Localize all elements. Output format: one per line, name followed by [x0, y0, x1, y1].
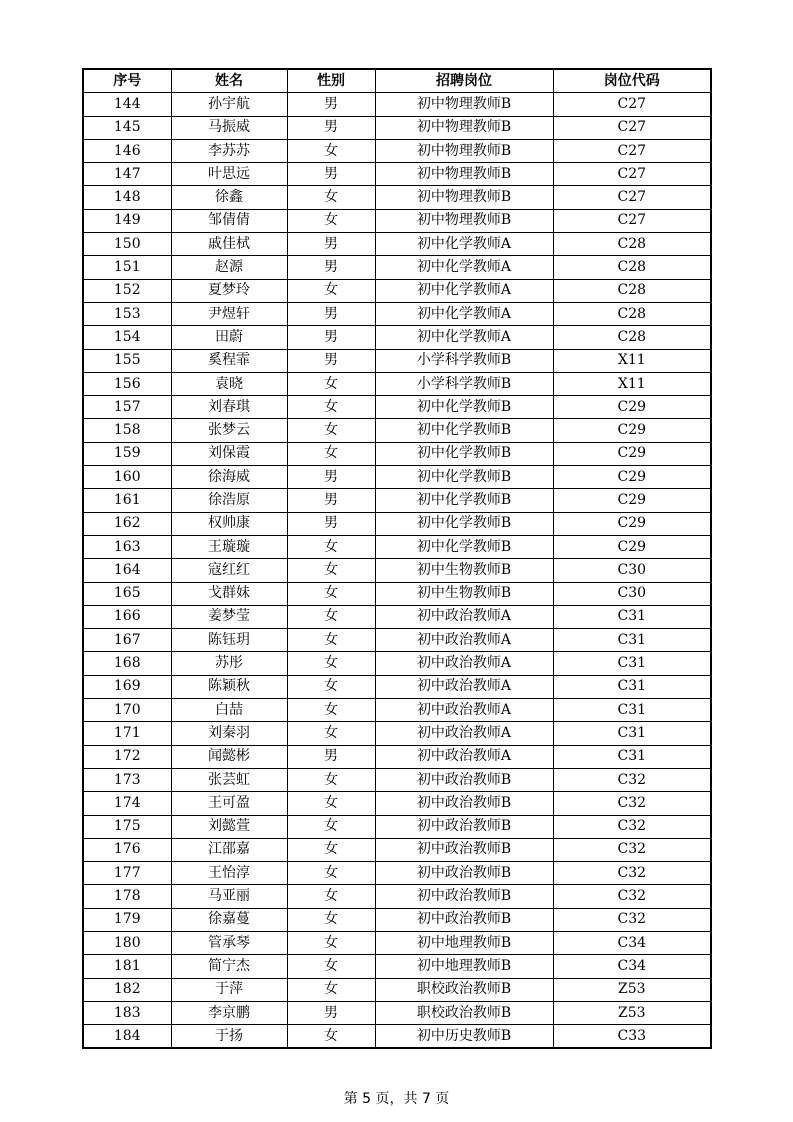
cell-index: 173	[83, 768, 171, 791]
cell-gender: 男	[287, 93, 375, 116]
cell-index: 176	[83, 838, 171, 861]
cell-index: 158	[83, 419, 171, 442]
header-index: 序号	[83, 69, 171, 93]
cell-gender: 男	[287, 326, 375, 349]
cell-gender: 女	[287, 186, 375, 209]
table-row	[83, 163, 711, 186]
table-row	[83, 349, 711, 372]
table-row	[83, 93, 711, 116]
table-row	[83, 535, 711, 558]
cell-position: 小学科学教师B	[375, 372, 553, 395]
header-position: 招聘岗位	[375, 69, 553, 93]
table-row	[83, 955, 711, 978]
cell-position: 初中政治教师B	[375, 908, 553, 931]
table-row	[83, 302, 711, 325]
cell-name: 袁晓	[171, 372, 287, 395]
page-footer: 第 5 页，共 7 页	[343, 1091, 450, 1107]
cell-index: 148	[83, 186, 171, 209]
cell-name: 刘春琪	[171, 396, 287, 419]
table-row	[83, 931, 711, 954]
cell-name: 邹倩倩	[171, 209, 287, 232]
cell-name: 刘懿萱	[171, 815, 287, 838]
cell-position: 初中地理教师B	[375, 931, 553, 954]
cell-position-code: C32	[553, 862, 711, 885]
cell-gender: 男	[287, 489, 375, 512]
table-row	[83, 1025, 711, 1049]
cell-position-code: Z53	[553, 978, 711, 1001]
cell-position-code: X11	[553, 349, 711, 372]
table-row	[83, 489, 711, 512]
table-row	[83, 186, 711, 209]
table-row	[83, 629, 711, 652]
cell-index: 159	[83, 442, 171, 465]
cell-name: 王璇璇	[171, 535, 287, 558]
cell-position: 初中化学教师B	[375, 396, 553, 419]
table-row	[83, 862, 711, 885]
cell-position-code: C32	[553, 838, 711, 861]
cell-name: 白喆	[171, 699, 287, 722]
cell-position-code: C31	[553, 722, 711, 745]
table-row	[83, 792, 711, 815]
cell-name: 徐鑫	[171, 186, 287, 209]
cell-gender: 女	[287, 372, 375, 395]
cell-position: 职校政治教师B	[375, 978, 553, 1001]
cell-gender: 男	[287, 116, 375, 139]
cell-position: 初中生物教师B	[375, 582, 553, 605]
cell-position: 初中地理教师B	[375, 955, 553, 978]
cell-gender: 男	[287, 302, 375, 325]
cell-position-code: C30	[553, 559, 711, 582]
table-row	[83, 466, 711, 489]
cell-position-code: C29	[553, 466, 711, 489]
cell-index: 178	[83, 885, 171, 908]
cell-position: 初中政治教师B	[375, 792, 553, 815]
cell-index: 171	[83, 722, 171, 745]
cell-name: 苏彤	[171, 652, 287, 675]
cell-position: 初中化学教师B	[375, 535, 553, 558]
cell-position: 初中物理教师B	[375, 116, 553, 139]
cell-position-code: C31	[553, 675, 711, 698]
cell-position-code: C34	[553, 931, 711, 954]
table-row	[83, 396, 711, 419]
cell-name: 王可盈	[171, 792, 287, 815]
cell-position: 初中物理教师B	[375, 186, 553, 209]
cell-name: 刘秦羽	[171, 722, 287, 745]
cell-position-code: C29	[553, 419, 711, 442]
cell-index: 151	[83, 256, 171, 279]
cell-name: 马亚丽	[171, 885, 287, 908]
cell-gender: 女	[287, 768, 375, 791]
table-row	[83, 699, 711, 722]
cell-index: 154	[83, 326, 171, 349]
table-row	[83, 675, 711, 698]
table-body	[83, 93, 711, 1049]
cell-gender: 女	[287, 699, 375, 722]
table-row	[83, 256, 711, 279]
cell-position-code: C29	[553, 489, 711, 512]
cell-position-code: C34	[553, 955, 711, 978]
cell-position: 初中政治教师B	[375, 885, 553, 908]
cell-gender: 女	[287, 955, 375, 978]
table-row	[83, 815, 711, 838]
cell-name: 陈钰玥	[171, 629, 287, 652]
cell-position: 初中物理教师B	[375, 139, 553, 162]
cell-index: 145	[83, 116, 171, 139]
cell-name: 田蔚	[171, 326, 287, 349]
header-position-code: 岗位代码	[553, 69, 711, 93]
table-row	[83, 372, 711, 395]
cell-gender: 男	[287, 512, 375, 535]
cell-gender: 女	[287, 885, 375, 908]
cell-name: 寇红红	[171, 559, 287, 582]
cell-position: 初中政治教师B	[375, 838, 553, 861]
cell-position: 初中历史教师B	[375, 1025, 553, 1049]
table-row	[83, 512, 711, 535]
cell-gender: 男	[287, 163, 375, 186]
cell-position-code: C29	[553, 535, 711, 558]
cell-index: 170	[83, 699, 171, 722]
table-row	[83, 582, 711, 605]
cell-position: 初中政治教师A	[375, 652, 553, 675]
cell-gender: 女	[287, 1025, 375, 1049]
table-row	[83, 209, 711, 232]
cell-index: 182	[83, 978, 171, 1001]
cell-name: 江邵嘉	[171, 838, 287, 861]
cell-gender: 男	[287, 745, 375, 768]
cell-name: 管承琴	[171, 931, 287, 954]
header-gender: 性别	[287, 69, 375, 93]
cell-name: 简宁杰	[171, 955, 287, 978]
cell-gender: 女	[287, 605, 375, 628]
cell-gender: 女	[287, 559, 375, 582]
cell-position: 初中化学教师A	[375, 233, 553, 256]
cell-name: 陈颖秋	[171, 675, 287, 698]
cell-position: 初中政治教师A	[375, 629, 553, 652]
cell-name: 徐海威	[171, 466, 287, 489]
cell-position: 初中物理教师B	[375, 93, 553, 116]
table-row	[83, 419, 711, 442]
cell-index: 180	[83, 931, 171, 954]
cell-index: 155	[83, 349, 171, 372]
cell-name: 马振威	[171, 116, 287, 139]
cell-gender: 女	[287, 908, 375, 931]
cell-name: 孙宇航	[171, 93, 287, 116]
cell-position: 初中政治教师B	[375, 815, 553, 838]
table-row	[83, 605, 711, 628]
cell-gender: 男	[287, 466, 375, 489]
cell-name: 夏梦玲	[171, 279, 287, 302]
cell-position: 初中化学教师B	[375, 419, 553, 442]
cell-position-code: C31	[553, 745, 711, 768]
cell-name: 张芸虹	[171, 768, 287, 791]
cell-position: 初中物理教师B	[375, 163, 553, 186]
cell-index: 174	[83, 792, 171, 815]
cell-name: 戚佳栻	[171, 233, 287, 256]
cell-index: 179	[83, 908, 171, 931]
cell-gender: 女	[287, 675, 375, 698]
cell-name: 尹煜轩	[171, 302, 287, 325]
cell-gender: 女	[287, 209, 375, 232]
cell-gender: 女	[287, 722, 375, 745]
cell-index: 184	[83, 1025, 171, 1049]
cell-position: 初中化学教师B	[375, 489, 553, 512]
cell-index: 177	[83, 862, 171, 885]
cell-position-code: Z53	[553, 1001, 711, 1024]
cell-position: 初中政治教师A	[375, 745, 553, 768]
table-row	[83, 652, 711, 675]
table-row	[83, 885, 711, 908]
cell-position-code: C27	[553, 139, 711, 162]
cell-index: 157	[83, 396, 171, 419]
table-row	[83, 116, 711, 139]
cell-position: 初中政治教师B	[375, 862, 553, 885]
cell-gender: 男	[287, 233, 375, 256]
cell-name: 徐浩原	[171, 489, 287, 512]
cell-index: 169	[83, 675, 171, 698]
cell-index: 161	[83, 489, 171, 512]
table-row	[83, 233, 711, 256]
table-row	[83, 838, 711, 861]
cell-index: 149	[83, 209, 171, 232]
table-header-row	[83, 69, 711, 93]
cell-position-code: C31	[553, 699, 711, 722]
cell-index: 152	[83, 279, 171, 302]
table-row	[83, 978, 711, 1001]
cell-gender: 男	[287, 256, 375, 279]
cell-index: 167	[83, 629, 171, 652]
cell-gender: 女	[287, 652, 375, 675]
cell-position: 初中化学教师A	[375, 279, 553, 302]
cell-gender: 男	[287, 1001, 375, 1024]
cell-position: 初中化学教师B	[375, 442, 553, 465]
cell-position-code: C29	[553, 442, 711, 465]
cell-position: 初中化学教师B	[375, 512, 553, 535]
cell-position-code: C31	[553, 629, 711, 652]
cell-index: 175	[83, 815, 171, 838]
cell-gender: 女	[287, 396, 375, 419]
cell-name: 王怡淳	[171, 862, 287, 885]
cell-position-code: C32	[553, 908, 711, 931]
cell-gender: 女	[287, 815, 375, 838]
cell-position: 初中化学教师A	[375, 302, 553, 325]
cell-position-code: C28	[553, 326, 711, 349]
cell-index: 147	[83, 163, 171, 186]
cell-index: 150	[83, 233, 171, 256]
cell-gender: 女	[287, 279, 375, 302]
cell-index: 160	[83, 466, 171, 489]
cell-index: 168	[83, 652, 171, 675]
cell-position: 初中化学教师B	[375, 466, 553, 489]
cell-gender: 女	[287, 978, 375, 1001]
cell-index: 156	[83, 372, 171, 395]
cell-index: 162	[83, 512, 171, 535]
cell-gender: 女	[287, 582, 375, 605]
cell-position-code: C28	[553, 233, 711, 256]
header-name: 姓名	[171, 69, 287, 93]
cell-index: 146	[83, 139, 171, 162]
cell-position-code: C31	[553, 605, 711, 628]
cell-gender: 女	[287, 629, 375, 652]
cell-name: 戈群妹	[171, 582, 287, 605]
cell-index: 183	[83, 1001, 171, 1024]
cell-position: 初中化学教师A	[375, 256, 553, 279]
table-row	[83, 908, 711, 931]
cell-position-code: C32	[553, 815, 711, 838]
cell-name: 李苏苏	[171, 139, 287, 162]
table-row	[83, 745, 711, 768]
table-row	[83, 139, 711, 162]
cell-gender: 女	[287, 792, 375, 815]
cell-index: 172	[83, 745, 171, 768]
cell-position: 小学科学教师B	[375, 349, 553, 372]
cell-position-code: C28	[553, 256, 711, 279]
cell-gender: 女	[287, 419, 375, 442]
cell-position-code: X11	[553, 372, 711, 395]
cell-index: 153	[83, 302, 171, 325]
cell-gender: 女	[287, 862, 375, 885]
cell-position: 初中化学教师A	[375, 326, 553, 349]
cell-position-code: C27	[553, 116, 711, 139]
cell-position: 初中政治教师A	[375, 605, 553, 628]
table-row	[83, 768, 711, 791]
roster-table	[82, 68, 712, 1049]
cell-name: 刘保霞	[171, 442, 287, 465]
cell-position: 初中政治教师A	[375, 722, 553, 745]
cell-position-code: C32	[553, 768, 711, 791]
cell-position-code: C27	[553, 163, 711, 186]
cell-gender: 女	[287, 931, 375, 954]
cell-position: 初中生物教师B	[375, 559, 553, 582]
cell-index: 181	[83, 955, 171, 978]
cell-position-code: C27	[553, 186, 711, 209]
table-row	[83, 326, 711, 349]
cell-position: 初中政治教师B	[375, 768, 553, 791]
cell-name: 叶思远	[171, 163, 287, 186]
cell-position: 初中物理教师B	[375, 209, 553, 232]
cell-name: 闻懿彬	[171, 745, 287, 768]
cell-gender: 女	[287, 535, 375, 558]
cell-name: 权帅康	[171, 512, 287, 535]
cell-position: 初中政治教师A	[375, 699, 553, 722]
table-row	[83, 279, 711, 302]
table-row	[83, 559, 711, 582]
cell-index: 163	[83, 535, 171, 558]
table-row	[83, 1001, 711, 1024]
cell-index: 165	[83, 582, 171, 605]
cell-position-code: C32	[553, 885, 711, 908]
cell-name: 于扬	[171, 1025, 287, 1049]
cell-position-code: C27	[553, 93, 711, 116]
cell-name: 李京鹏	[171, 1001, 287, 1024]
cell-name: 于萍	[171, 978, 287, 1001]
cell-position-code: C28	[553, 279, 711, 302]
cell-position: 初中政治教师A	[375, 675, 553, 698]
cell-index: 144	[83, 93, 171, 116]
cell-name: 姜梦莹	[171, 605, 287, 628]
cell-position-code: C28	[553, 302, 711, 325]
cell-index: 164	[83, 559, 171, 582]
cell-name: 奚程霏	[171, 349, 287, 372]
cell-position-code: C30	[553, 582, 711, 605]
cell-gender: 男	[287, 349, 375, 372]
cell-position-code: C27	[553, 209, 711, 232]
cell-gender: 女	[287, 442, 375, 465]
cell-position-code: C33	[553, 1025, 711, 1049]
cell-position: 职校政治教师B	[375, 1001, 553, 1024]
cell-position-code: C32	[553, 792, 711, 815]
cell-name: 赵源	[171, 256, 287, 279]
cell-index: 166	[83, 605, 171, 628]
cell-name: 张梦云	[171, 419, 287, 442]
cell-position-code: C31	[553, 652, 711, 675]
cell-gender: 女	[287, 139, 375, 162]
cell-position-code: C29	[553, 512, 711, 535]
table-row	[83, 722, 711, 745]
table-row	[83, 442, 711, 465]
cell-name: 徐嘉蔓	[171, 908, 287, 931]
cell-position-code: C29	[553, 396, 711, 419]
cell-gender: 女	[287, 838, 375, 861]
